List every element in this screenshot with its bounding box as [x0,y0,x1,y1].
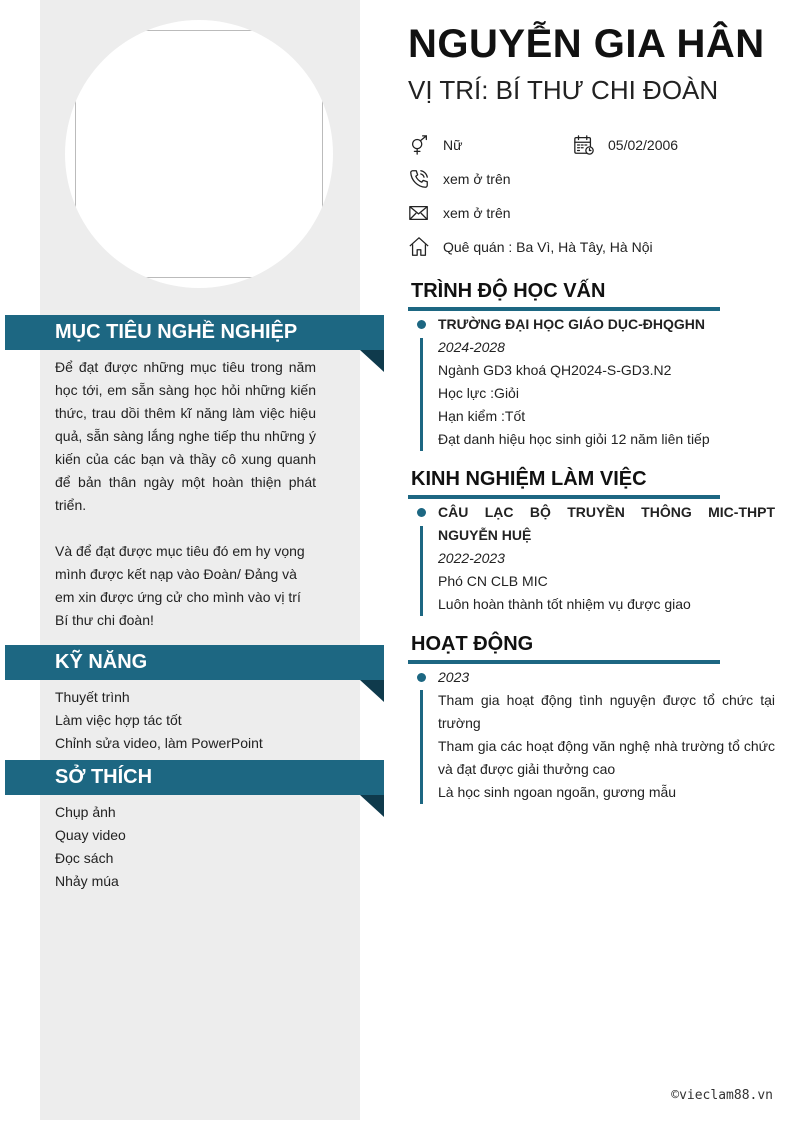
objective-paragraph-2: Và để đạt được mục tiêu đó em hy vọng mình được kết nạp vào Đoàn/ Đảng và em xin được ứng cử cho mình vào vị trí Bí thư chi đoàn! [55,543,305,628]
hobby-item: Chụp ảnh [55,804,116,820]
photo-placeholder [75,30,323,278]
organization-name: CÂU LẠC BỘ TRUYỀN THÔNG MIC-THPT NGUYỄN HUỆ [438,504,775,543]
skills-title: KỸ NĂNG [55,651,148,673]
experience-entry [438,501,775,616]
education-period: 2024-2028 [438,339,505,355]
gender-value: Nữ [443,137,463,153]
phone-value: xem ở trên [443,171,511,187]
activity-line: Tham gia hoạt động tình nguyện được tổ chức tại trường [438,692,775,731]
activities-entry [438,666,775,804]
email-value: xem ở trên [443,205,511,221]
avatar [65,20,333,288]
experience-period: 2022-2023 [438,550,505,566]
education-line: Ngành GD3 khoá QH2024-S-GD3.N2 [438,362,672,378]
activities-title: HOẠT ĐỘNG [411,633,534,655]
hobby-item: Đọc sách [55,850,114,866]
education-line: Học lực :Giỏi [438,385,519,401]
activity-line: Là học sinh ngoan ngoãn, gương mẫu [438,784,677,800]
timeline-bullet [417,320,426,329]
contact-email [408,201,511,225]
timeline-line [420,690,423,804]
contact-dob [573,133,678,157]
gender-icon [408,134,430,156]
activities-year: 2023 [438,669,470,685]
contact-phone [408,167,511,191]
skill-item: Làm việc hợp tác tốt [55,712,182,728]
contact-hometown [408,235,653,259]
education-line: Hạn kiểm :Tốt [438,408,526,424]
position-title: VỊ TRÍ: BÍ THƯ CHI ĐOÀN [408,75,719,105]
ribbon-fold [360,680,384,702]
education-title: TRÌNH ĐỘ HỌC VẤN [411,280,606,302]
timeline-line [420,526,423,616]
experience-line: Luôn hoàn thành tốt nhiệm vụ được giao [438,596,691,612]
hobbies-title: SỞ THÍCH [55,766,153,788]
section-divider [408,495,720,499]
objective-title: MỤC TIÊU NGHỀ NGHIỆP [55,321,298,343]
experience-title: KINH NGHIỆM LÀM VIỆC [411,468,647,490]
section-header-hobbies [5,760,384,795]
skills-list [55,686,316,755]
calendar-icon [573,134,595,156]
school-name: TRƯỜNG ĐẠI HỌC GIÁO DỤC-ĐHQGHN [438,316,705,332]
skill-item: Thuyết trình [55,689,130,705]
candidate-name: NGUYỄN GIA HÂN [408,22,765,66]
home-icon [408,236,430,258]
hometown-value: Quê quán : Ba Vì, Hà Tây, Hà Nội [443,239,653,255]
phone-icon [408,168,430,190]
hobby-item: Quay video [55,827,126,843]
dob-value: 05/02/2006 [608,137,679,153]
education-line: Đạt danh hiệu học sinh giỏi 12 năm liên tiếp [438,431,710,447]
timeline-bullet [417,673,426,682]
ribbon-fold [360,795,384,817]
activity-line: Tham gia các hoạt động văn nghệ nhà trường tổ chức và đạt được giải thưởng cao [438,738,775,777]
section-divider [408,307,720,311]
hobby-item: Nhảy múa [55,873,119,889]
objective-paragraph-1: Để đạt được những mục tiêu trong năm học tới, em sẵn sàng học hỏi những kiến thức, trau dồi thêm kĩ năng làm việc hiệu quả, sẵn sàng lắng nghe tiếp thu những ý kiến của các bạn và thầy cô xung quanh để bản thân ngày một hoàn thiện phát triển. [55,359,316,513]
experience-line: Phó CN CLB MIC [438,573,548,589]
skill-item: Chỉnh sửa video, làm PowerPoint [55,735,263,751]
mail-icon [408,202,430,224]
section-divider [408,660,720,664]
section-header-objective [5,315,384,350]
education-entry [438,313,775,451]
watermark: ©vieclam88.vn [671,1088,773,1103]
hobbies-list [55,801,316,893]
timeline-bullet [417,508,426,517]
section-header-skills [5,645,384,680]
contact-gender [408,133,462,157]
timeline-line [420,338,423,451]
ribbon-fold [360,350,384,372]
